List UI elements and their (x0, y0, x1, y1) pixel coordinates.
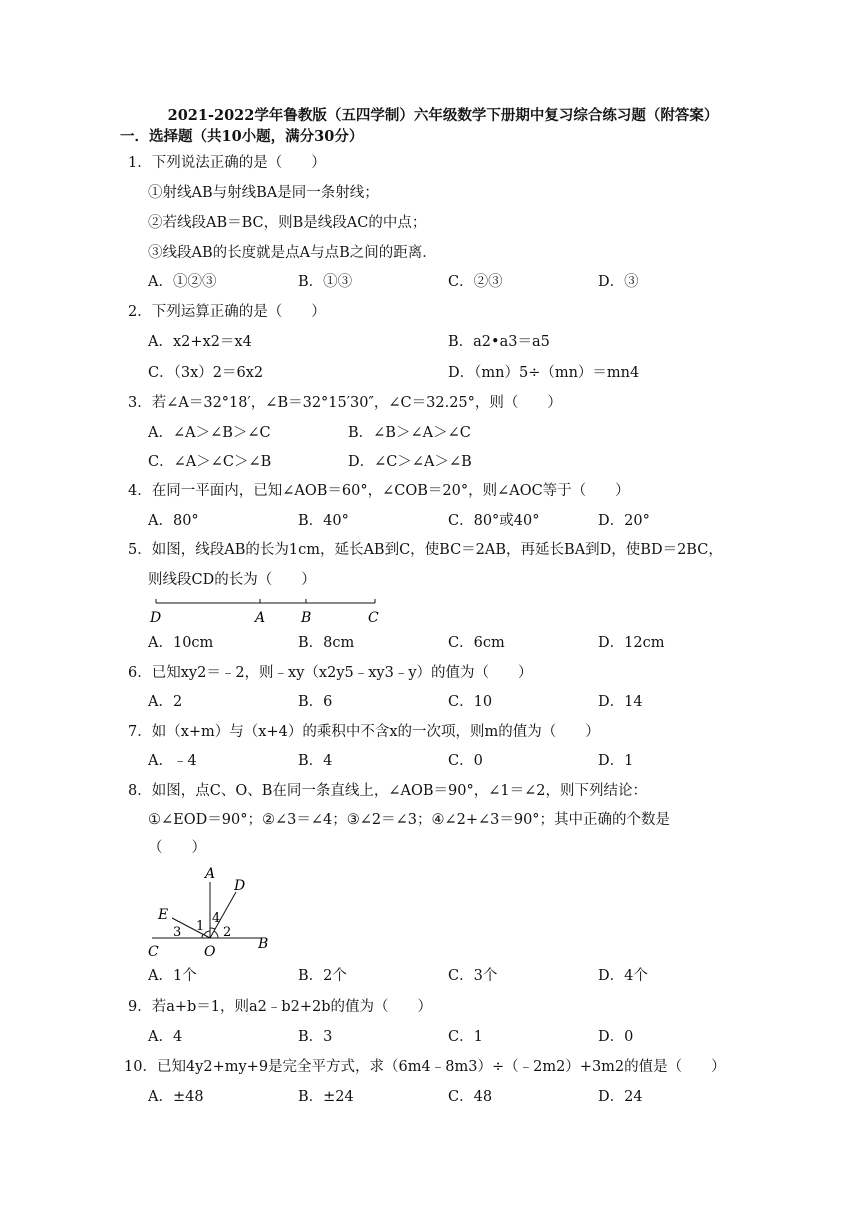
question-1-option-a: A．①②③ (148, 274, 217, 290)
question-6-option-c: C．10 (448, 694, 493, 710)
question-4-option-d: D．20° (598, 513, 650, 529)
question-7-option-c: C．0 (448, 753, 483, 769)
label-d: D (150, 610, 162, 626)
question-8-stem: 8．如图，点C、O、B在同一条直线上，∠AOB＝90°，∠1＝∠2，则下列结论： (128, 783, 647, 799)
question-2-option-b: B．a2•a3＝a5 (448, 334, 550, 350)
segment-figure (146, 596, 386, 628)
question-1-statement-3: ③线段AB的长度就是点A与点B之间的距离． (148, 245, 437, 261)
question-8-option-a: A．1个 (148, 968, 197, 984)
question-2-stem: 2．下列运算正确的是（ ） (128, 304, 326, 320)
question-4-stem: 4．在同一平面内，已知∠AOB＝60°，∠COB＝20°，则∠AOC等于（ ） (128, 483, 630, 499)
question-4-option-a: A．80° (148, 513, 199, 529)
question-1-stem: 1．下列说法正确的是（ ） (128, 155, 326, 171)
label-angle-3: 3 (173, 925, 182, 940)
label-b: B (301, 610, 312, 626)
label-angle-2: 2 (223, 925, 232, 940)
question-3-option-c: C．∠A＞∠C＞∠B (148, 454, 272, 470)
arc-2 (214, 931, 218, 938)
question-2-option-d: D．（mn）5÷（mn）＝mn4 (448, 365, 640, 381)
question-6-option-a: A．2 (148, 694, 183, 710)
label-b: B (258, 936, 269, 952)
question-4-option-c: C．80°或40° (448, 513, 540, 529)
question-8-stem-continued: ①∠EOD＝90°；②∠3＝∠4；③∠2＝∠3；④∠2+∠3＝90°；其中正确的个数是 (148, 812, 671, 828)
arc-3 (202, 934, 203, 938)
question-9-stem: 9．若a+b＝1，则a2﹣b2+2b的值为（ ） (128, 999, 433, 1015)
section-heading: 一．选择题（共10小题，满分30分） (120, 128, 364, 145)
label-d: D (234, 878, 246, 894)
question-3-option-d: D．∠C＞∠A＞∠B (348, 454, 472, 470)
question-8-option-b: B．2个 (298, 968, 347, 984)
question-3-stem: 3．若∠A＝32°18′，∠B＝32°15′30″，∠C＝32.25°，则（ ） (128, 395, 562, 411)
question-10-option-a: A．±48 (148, 1089, 204, 1105)
question-5-stem: 5．如图，线段AB的长为1cm，延长AB到C，使BC＝2AB，再延长BA到D，使BD＝2BC， (128, 542, 723, 558)
question-5-option-d: D．12cm (598, 635, 665, 651)
question-10-option-d: D．24 (598, 1089, 643, 1105)
arc-4 (210, 928, 215, 929)
question-8-answer-blank: （ ） (148, 840, 206, 856)
question-8-option-c: C．3个 (448, 968, 498, 984)
question-5-option-b: B．8cm (298, 635, 355, 651)
question-1-option-d: D．③ (598, 274, 639, 290)
question-7-option-d: D．1 (598, 753, 634, 769)
question-7-option-b: B．4 (298, 753, 333, 769)
question-6-stem: 6．已知xy2＝﹣2，则﹣xy（x2y5﹣xy3﹣y）的值为（ ） (128, 665, 533, 681)
question-10-option-c: C．48 (448, 1089, 493, 1105)
question-5-stem-continued: 则线段CD的长为（ ） (148, 572, 316, 588)
label-c: C (148, 944, 159, 960)
question-1-statement-1: ①射线AB与射线BA是同一条射线； (148, 185, 379, 201)
question-6-option-d: D．14 (598, 694, 643, 710)
question-6-option-b: B．6 (298, 694, 333, 710)
question-9-option-c: C．1 (448, 1029, 483, 1045)
label-c: C (368, 610, 379, 626)
question-9-option-a: A．4 (148, 1029, 183, 1045)
label-angle-1: 1 (196, 919, 205, 934)
question-10-option-b: B．±24 (298, 1089, 354, 1105)
question-9-option-d: D．0 (598, 1029, 634, 1045)
question-2-option-a: A．x2+x2＝x4 (148, 334, 252, 350)
label-e: E (158, 907, 169, 923)
angle-figure (140, 862, 280, 962)
page-title: 2021-2022学年鲁教版（五四学制）六年级数学下册期中复习综合练习题（附答案） (167, 107, 719, 124)
question-3-option-b: B．∠B＞∠A＞∠C (348, 425, 471, 441)
question-10-stem: 10．已知4y2+my+9是完全平方式，求（6m4﹣8m3）÷（﹣2m2）+3m2的值是（ ） (124, 1059, 726, 1075)
question-1-option-b: B．①③ (298, 274, 353, 290)
question-7-option-a: A．﹣4 (148, 753, 197, 769)
label-o: O (204, 944, 216, 960)
label-a: A (255, 610, 266, 626)
question-5-option-c: C．6cm (448, 635, 505, 651)
label-a: A (205, 866, 216, 882)
label-angle-4: 4 (212, 911, 221, 926)
question-7-stem: 7．如（x+m）与（x+4）的乘积中不含x的一次项，则m的值为（ ） (128, 724, 600, 740)
question-4-option-b: B．40° (298, 513, 349, 529)
question-1-option-c: C．②③ (448, 274, 503, 290)
question-1-statement-2: ②若线段AB＝BC，则B是线段AC的中点； (148, 215, 427, 231)
question-8-option-d: D．4个 (598, 968, 648, 984)
arc-1 (204, 931, 210, 935)
question-2-option-c: C．（3x）2＝6x2 (148, 365, 264, 381)
question-5-option-a: A．10cm (148, 635, 214, 651)
question-9-option-b: B．3 (298, 1029, 333, 1045)
question-3-option-a: A．∠A＞∠B＞∠C (148, 425, 271, 441)
